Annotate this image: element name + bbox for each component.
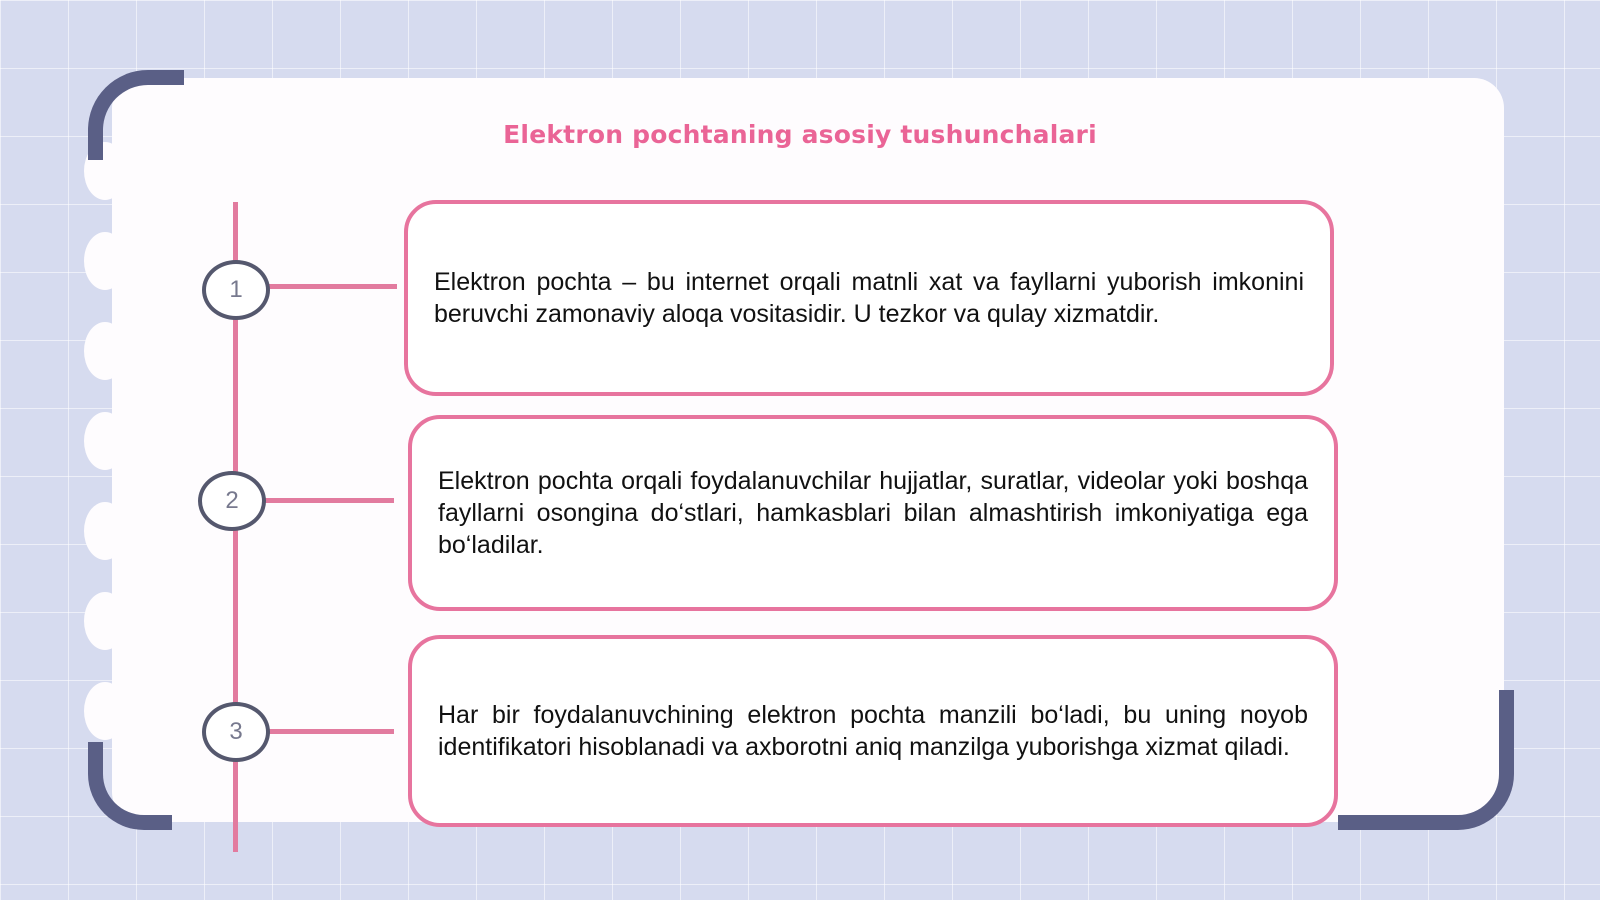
- concept-text: Har bir foydalanuvchining elektron pochta manzili bo‘ladi, bu uning noyob identifikatori hisoblanadi va axborotni aniq manzilga yuborishga xizmat qiladi.: [438, 701, 1308, 761]
- step-number-circle: [198, 471, 266, 531]
- corner-bracket-bottom-left: [88, 742, 172, 830]
- timeline-connector: [262, 498, 394, 503]
- step-number-circle: [202, 260, 270, 320]
- corner-bracket-top-left: [88, 70, 184, 160]
- step-number-circle: [202, 702, 270, 762]
- notebook-tab: [84, 682, 126, 740]
- concept-box: [404, 200, 1334, 396]
- concept-box: [408, 415, 1338, 611]
- step-number: 3: [229, 718, 243, 745]
- notebook-tab: [84, 322, 126, 380]
- timeline-connector: [262, 729, 394, 734]
- timeline-connector: [262, 284, 397, 289]
- step-number: 1: [229, 276, 243, 303]
- corner-bracket-bottom-right: [1338, 690, 1514, 830]
- notebook-tab: [84, 412, 126, 470]
- concept-text: Elektron pochta orqali foydalanuvchilar hujjatlar, suratlar, videolar yoki boshqa fayllarni osongina do‘stlari, hamkasblari bilan almashtirish imkoniyatiga ega bo‘ladilar.: [438, 467, 1308, 559]
- notebook-tab: [84, 592, 126, 650]
- concept-box: [408, 635, 1338, 827]
- notebook-tab: [84, 232, 126, 290]
- slide-title: Elektron pochtaning asosiy tushunchalari: [503, 120, 1097, 149]
- notebook-tab: [84, 502, 126, 560]
- step-number: 2: [225, 487, 239, 514]
- concept-text: Elektron pochta – bu internet orqali matnli xat va fayllarni yuborish imkonini beruvchi zamonaviy aloqa vositasidir. U tezkor va qulay xizmatdir.: [434, 268, 1304, 328]
